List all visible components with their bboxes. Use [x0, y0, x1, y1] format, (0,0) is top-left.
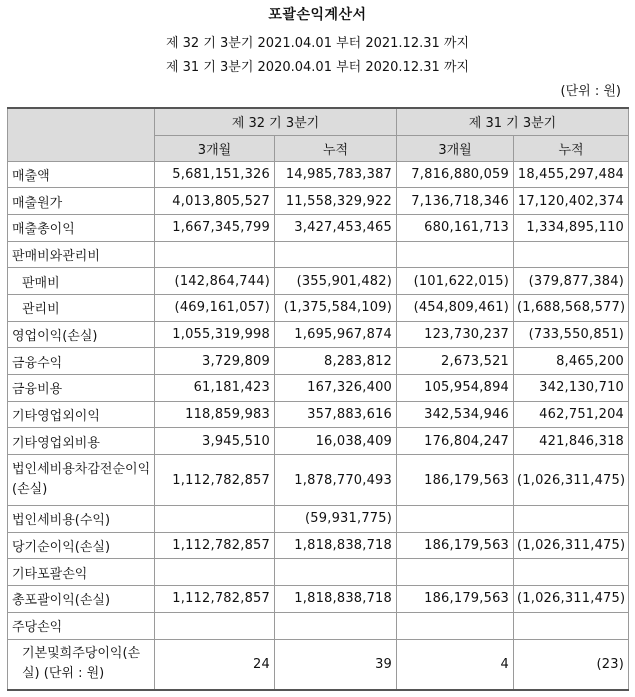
cell-value: (142,864,744) — [155, 268, 275, 295]
cell-value: 3,427,453,465 — [275, 214, 397, 241]
cell-value: 1,334,895,110 — [514, 214, 629, 241]
row-label: 매출원가 — [8, 188, 155, 215]
cell-value — [397, 559, 514, 586]
cell-value: 39 — [275, 639, 397, 690]
cell-value: (23) — [514, 639, 629, 690]
table-row — [8, 268, 629, 295]
table-row — [8, 506, 629, 533]
table-row — [8, 188, 629, 215]
cell-value: 5,681,151,326 — [155, 161, 275, 188]
row-label: 법인세비용차감전순이익(손실) — [8, 455, 155, 506]
table-row — [8, 455, 629, 506]
header-prior-3month: 3개월 — [397, 135, 514, 161]
cell-value: 4 — [397, 639, 514, 690]
table-row — [8, 321, 629, 348]
cell-value: 61,181,423 — [155, 375, 275, 402]
cell-value — [397, 241, 514, 268]
row-label: 기타영업외비용 — [8, 428, 155, 455]
header-corner — [8, 108, 155, 161]
cell-value: 1,695,967,874 — [275, 321, 397, 348]
row-label: 기타포괄손익 — [8, 559, 155, 586]
cell-value: (1,688,568,577) — [514, 294, 629, 321]
cell-value — [155, 506, 275, 533]
cell-value — [514, 506, 629, 533]
table-row — [8, 639, 629, 690]
cell-value — [155, 612, 275, 639]
row-label: 매출총이익 — [8, 214, 155, 241]
row-label: 영업이익(손실) — [8, 321, 155, 348]
row-label: 금융비용 — [8, 375, 155, 402]
header-current-3month: 3개월 — [155, 135, 275, 161]
table-row — [8, 241, 629, 268]
cell-value: (469,161,057) — [155, 294, 275, 321]
cell-value: 1,055,319,998 — [155, 321, 275, 348]
cell-value — [275, 612, 397, 639]
row-label: 관리비 — [8, 294, 155, 321]
cell-value: 3,729,809 — [155, 348, 275, 375]
table-row — [8, 348, 629, 375]
period-prior: 제 31 기 3분기 2020.04.01 부터 2020.12.31 까지 — [165, 60, 470, 75]
table-row — [8, 294, 629, 321]
cell-value: 1,818,838,718 — [275, 586, 397, 613]
row-label: 기타영업외이익 — [8, 401, 155, 428]
table-row — [8, 612, 629, 639]
cell-value: (733,550,851) — [514, 321, 629, 348]
unit-label: (단위 : 원) — [560, 84, 621, 99]
cell-value: (1,026,311,475) — [514, 586, 629, 613]
cell-value: (101,622,015) — [397, 268, 514, 295]
cell-value: 186,179,563 — [397, 532, 514, 559]
cell-value: 7,816,880,059 — [397, 161, 514, 188]
table-row — [8, 401, 629, 428]
row-label: 판매비 — [8, 268, 155, 295]
period-current: 제 32 기 3분기 2021.04.01 부터 2021.12.31 까지 — [165, 36, 470, 51]
cell-value: 4,013,805,527 — [155, 188, 275, 215]
cell-value — [514, 241, 629, 268]
table-row — [8, 375, 629, 402]
cell-value: 7,136,718,346 — [397, 188, 514, 215]
cell-value: 176,804,247 — [397, 428, 514, 455]
row-label: 금융수익 — [8, 348, 155, 375]
cell-value: (59,931,775) — [275, 506, 397, 533]
table-row — [8, 161, 629, 188]
row-label: 기본및희주당이익(손실) (단위 : 원) — [8, 639, 155, 690]
cell-value: 3,945,510 — [155, 428, 275, 455]
cell-value — [155, 241, 275, 268]
cell-value: 167,326,400 — [275, 375, 397, 402]
cell-value: 18,455,297,484 — [514, 161, 629, 188]
table-row — [8, 532, 629, 559]
cell-value: 1,878,770,493 — [275, 455, 397, 506]
cell-value: 421,846,318 — [514, 428, 629, 455]
header-current-cumulative: 누적 — [275, 135, 397, 161]
cell-value: 462,751,204 — [514, 401, 629, 428]
cell-value: 118,859,983 — [155, 401, 275, 428]
cell-value — [397, 612, 514, 639]
income-statement-table — [7, 107, 629, 691]
cell-value: 1,112,782,857 — [155, 532, 275, 559]
cell-value: (379,877,384) — [514, 268, 629, 295]
row-label: 총포괄이익(손실) — [8, 586, 155, 613]
cell-value: 123,730,237 — [397, 321, 514, 348]
cell-value: 17,120,402,374 — [514, 188, 629, 215]
statement-title: 포괄손익계산서 — [268, 7, 367, 23]
row-label: 당기순이익(손실) — [8, 532, 155, 559]
cell-value — [155, 559, 275, 586]
row-label: 매출액 — [8, 161, 155, 188]
cell-value: 105,954,894 — [397, 375, 514, 402]
cell-value — [275, 241, 397, 268]
cell-value: 16,038,409 — [275, 428, 397, 455]
row-label: 판매비와관리비 — [8, 241, 155, 268]
table-row — [8, 428, 629, 455]
cell-value: (1,026,311,475) — [514, 532, 629, 559]
cell-value: 186,179,563 — [397, 455, 514, 506]
header-group-prior: 제 31 기 3분기 — [397, 108, 629, 135]
cell-value: 8,465,200 — [514, 348, 629, 375]
row-label: 법인세비용(수익) — [8, 506, 155, 533]
cell-value: 1,112,782,857 — [155, 586, 275, 613]
cell-value: 342,534,946 — [397, 401, 514, 428]
cell-value — [514, 559, 629, 586]
cell-value: 8,283,812 — [275, 348, 397, 375]
cell-value: 2,673,521 — [397, 348, 514, 375]
cell-value: 14,985,783,387 — [275, 161, 397, 188]
cell-value: 680,161,713 — [397, 214, 514, 241]
table-row — [8, 586, 629, 613]
table-row — [8, 559, 629, 586]
cell-value — [275, 559, 397, 586]
row-label: 주당손익 — [8, 612, 155, 639]
cell-value: (454,809,461) — [397, 294, 514, 321]
cell-value: 342,130,710 — [514, 375, 629, 402]
cell-value: 1,667,345,799 — [155, 214, 275, 241]
table-row — [8, 214, 629, 241]
cell-value: 357,883,616 — [275, 401, 397, 428]
cell-value — [397, 506, 514, 533]
cell-value: (1,375,584,109) — [275, 294, 397, 321]
cell-value: 1,818,838,718 — [275, 532, 397, 559]
cell-value: (1,026,311,475) — [514, 455, 629, 506]
cell-value: (355,901,482) — [275, 268, 397, 295]
header-row-groups — [8, 108, 629, 135]
cell-value: 1,112,782,857 — [155, 455, 275, 506]
cell-value: 24 — [155, 639, 275, 690]
cell-value: 11,558,329,922 — [275, 188, 397, 215]
header-prior-cumulative: 누적 — [514, 135, 629, 161]
cell-value — [514, 612, 629, 639]
cell-value: 186,179,563 — [397, 586, 514, 613]
header-group-current: 제 32 기 3분기 — [155, 108, 397, 135]
